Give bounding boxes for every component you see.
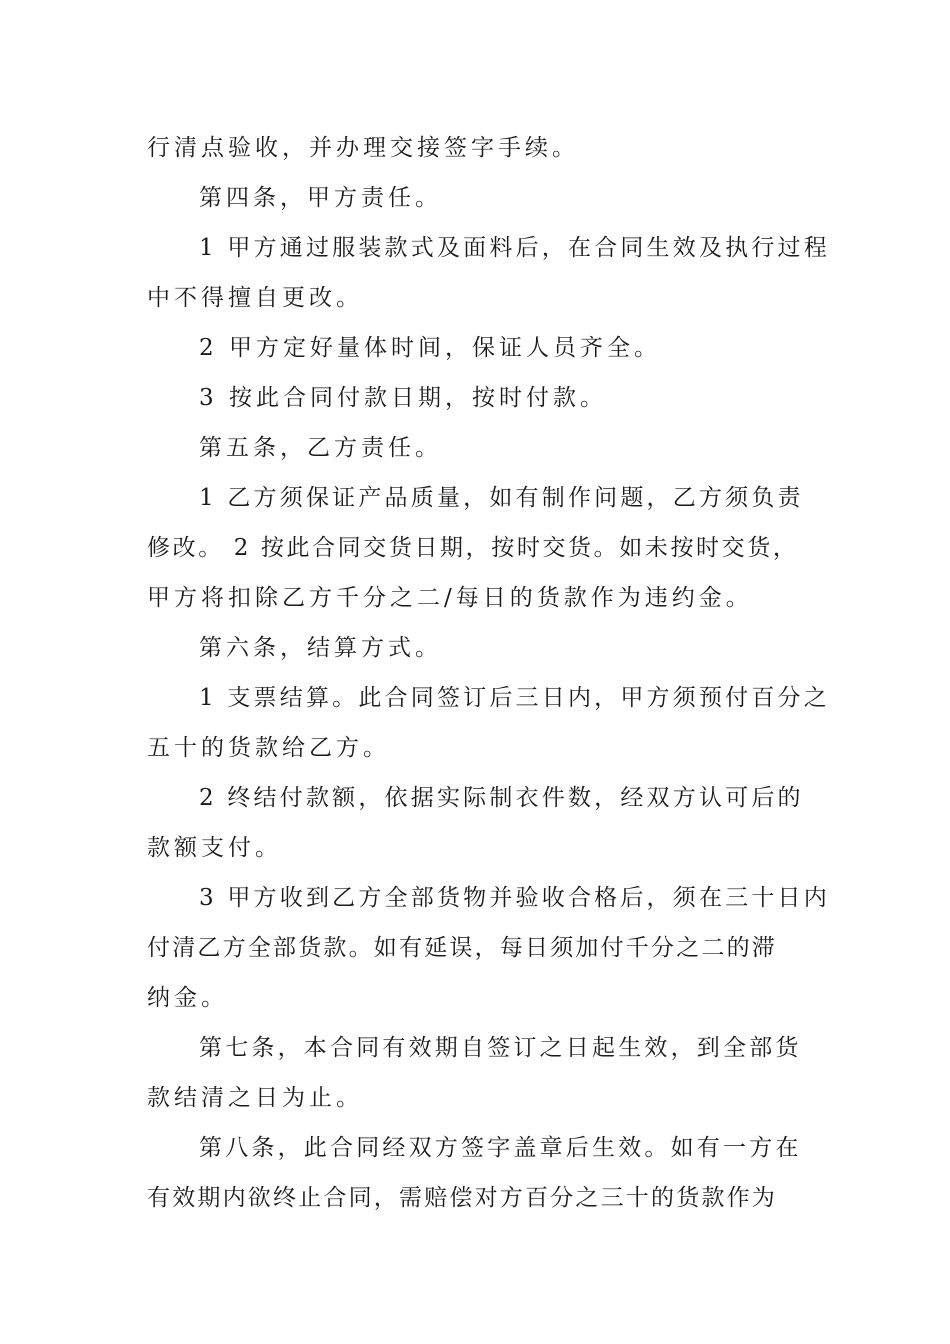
text-line: 行清点验收，并办理交接签字手续。 [147, 135, 579, 161]
text-line: 1 乙方须保证产品质量，如有制作问题，乙方须负责 [199, 485, 804, 511]
text-line: 2 终结付款额，依据实际制衣件数，经双方认可后的 [199, 785, 804, 811]
text-line: 1 甲方通过服装款式及面料后，在合同生效及执行过程 [199, 235, 830, 261]
article-heading: 第八条，此合同经双方签字盖章后生效。如有一方在 [199, 1135, 802, 1161]
text-line: 纳金。 [147, 985, 228, 1011]
text-line: 2 甲方定好量体时间，保证人员齐全。 [199, 335, 661, 361]
text-line: 3 甲方收到乙方全部货物并验收合格后，须在三十日内 [199, 885, 830, 911]
text-line: 中不得擅自更改。 [147, 285, 363, 311]
article-heading: 第五条，乙方责任。 [199, 435, 442, 461]
text-line: 3 按此合同付款日期，按时付款。 [199, 385, 607, 411]
text-line: 甲方将扣除乙方千分之二/每日的货款作为违约金。 [147, 585, 753, 611]
text-line: 有效期内欲终止合同，需赔偿对方百分之三十的货款作为 [147, 1185, 777, 1211]
article-heading: 第七条，本合同有效期自签订之日起生效，到全部货 [199, 1035, 802, 1061]
text-line: 款结清之日为止。 [147, 1085, 363, 1111]
text-line: 五十的货款给乙方。 [147, 735, 390, 761]
article-heading: 第四条，甲方责任。 [199, 185, 442, 211]
article-heading: 第六条，结算方式。 [199, 635, 442, 661]
text-line: 款额支付。 [147, 835, 282, 861]
text-line: 1 支票结算。此合同签订后三日内，甲方须预付百分之 [199, 685, 830, 711]
text-line: 修改。 2 按此合同交货日期，按时交货。如未按时交货， [147, 535, 799, 561]
document-body [147, 123, 830, 1223]
text-line: 付清乙方全部货款。如有延误，每日须加付千分之二的滞 [147, 935, 777, 961]
